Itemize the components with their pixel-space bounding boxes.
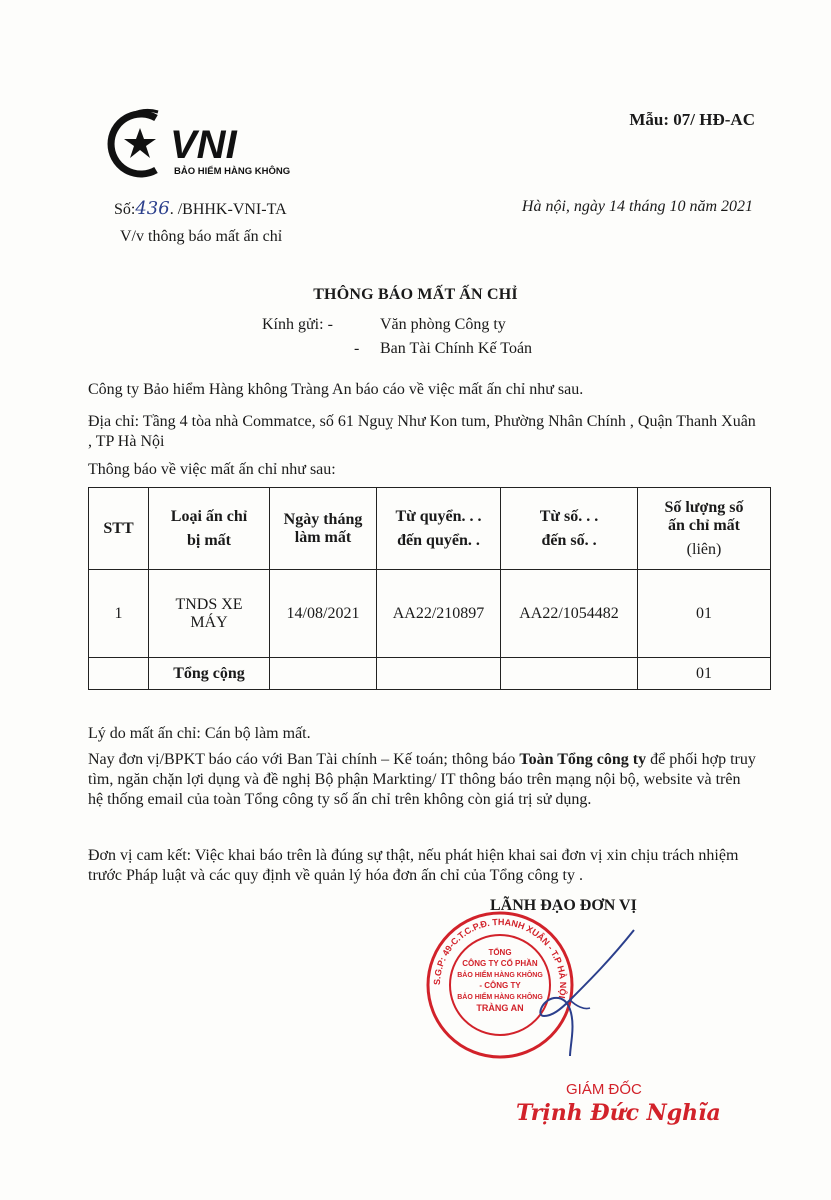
cell-total-label: Tổng cộng	[149, 658, 270, 690]
svg-text:TRÀNG AN: TRÀNG AN	[476, 1003, 524, 1013]
cell-type: TNDS XE MÁY	[149, 570, 270, 658]
table-header-row	[89, 488, 771, 570]
recipient-dash: -	[354, 340, 360, 357]
table-row	[89, 570, 771, 658]
intro-notice: Thông báo về việc mất ấn chỉ như sau:	[88, 461, 336, 478]
cell-total-quantity: 01	[638, 658, 771, 690]
so-suffix: . /BHHK-VNI-TA	[169, 201, 287, 218]
logo-text: VNI	[170, 123, 237, 167]
handwritten-number: 436	[135, 198, 170, 219]
lost-forms-table	[88, 487, 771, 690]
table-total-row	[89, 658, 771, 690]
director-title: GIÁM ĐỐC	[566, 1081, 642, 1098]
issue-date: Hà nội, ngày 14 tháng 10 năm 2021	[521, 198, 753, 215]
intro-address: Địa chỉ: Tầng 4 tòa nhà Commatce, số 61 Nguỵ Như Kon tum, Phường Nhân Chính , Quận Thanh Xuân , TP Hà Nội	[88, 413, 756, 450]
subject-line: V/v thông báo mất ấn chỉ	[120, 228, 283, 245]
so-label: Số:	[114, 201, 136, 218]
svg-text:- CÔNG TY: - CÔNG TY	[479, 981, 521, 990]
svg-text:TỔNG: TỔNG	[488, 948, 512, 957]
header-stt: STT	[89, 488, 149, 570]
header-date: Ngày tháng làm mất	[270, 488, 377, 570]
recipient-finance: Ban Tài Chính Kế Toán	[380, 340, 533, 357]
svg-text:CÔNG TY CỔ PHẦN: CÔNG TY CỔ PHẦN	[462, 959, 538, 968]
intro-report: Công ty Bảo hiểm Hàng không Tràng An báo cáo về việc mất ấn chỉ như sau.	[88, 381, 584, 398]
seal-ring-text: S.G.P: 49-C.T.C.P.Đ. THANH XUÂN - T.P HÀ NỘI	[431, 916, 569, 1000]
commitment-paragraph: Đơn vị cam kết: Việc khai báo trên là đúng sự thật, nếu phát hiện khai sai đơn vị xin chịu trách nhiệm trước Pháp luật và các quy định về quản lý hóa đơn ấn chỉ của Tổng công ty .	[88, 847, 739, 884]
handwritten-signature	[530, 920, 650, 1060]
director-name: Trịnh Đức Nghĩa	[516, 1100, 721, 1126]
request-paragraph: Nay đơn vị/BPKT báo cáo với Ban Tài chính – Kế toán; thông báo Toàn Tổng công ty để phối hợp truy tìm, ngăn chặn lợi dụng và đề nghị Bộ phận Markting/ IT thông báo trên mạng nội bộ, website và trên hệ thống email của toàn Tổng công ty số ấn chỉ trên không còn giá trị sử dụng.	[88, 751, 756, 808]
header-quantity: Số lượng số ấn chỉ mất (liên)	[638, 488, 771, 570]
svg-text:BẢO HIỂM HÀNG KHÔNG: BẢO HIỂM HÀNG KHÔNG	[457, 972, 543, 979]
header-type: Loại ấn chỉ bị mất	[149, 488, 270, 570]
form-code: Mẫu: 07/ HĐ-AC	[629, 110, 755, 129]
recipient-office: Văn phòng Công ty	[380, 316, 506, 333]
document-title: THÔNG BÁO MẤT ẤN CHỈ	[313, 286, 518, 303]
header-number: Từ số. . . đến số. .	[501, 488, 638, 570]
loss-reason: Lý do mất ấn chỉ: Cán bộ làm mất.	[88, 725, 311, 742]
recipient-label: Kính gửi: -	[262, 316, 333, 333]
cell-total-empty	[89, 658, 149, 690]
svg-text:BẢO HIỂM HÀNG KHÔNG: BẢO HIỂM HÀNG KHÔNG	[457, 994, 543, 1001]
request-bold: Toàn Tổng công ty	[519, 751, 647, 768]
cell-quantity: 01	[638, 570, 771, 658]
cell-book: AA22/210897	[377, 570, 501, 658]
company-logo	[104, 104, 294, 184]
cell-number: AA22/1054482	[501, 570, 638, 658]
header-book: Từ quyển. . . đến quyển. .	[377, 488, 501, 570]
document-number	[114, 198, 287, 219]
leader-heading: LÃNH ĐẠO ĐƠN VỊ	[490, 897, 637, 914]
logo-subtitle: BẢO HIỂM HÀNG KHÔNG	[174, 166, 291, 177]
cell-stt: 1	[89, 570, 149, 658]
cell-date: 14/08/2021	[270, 570, 377, 658]
